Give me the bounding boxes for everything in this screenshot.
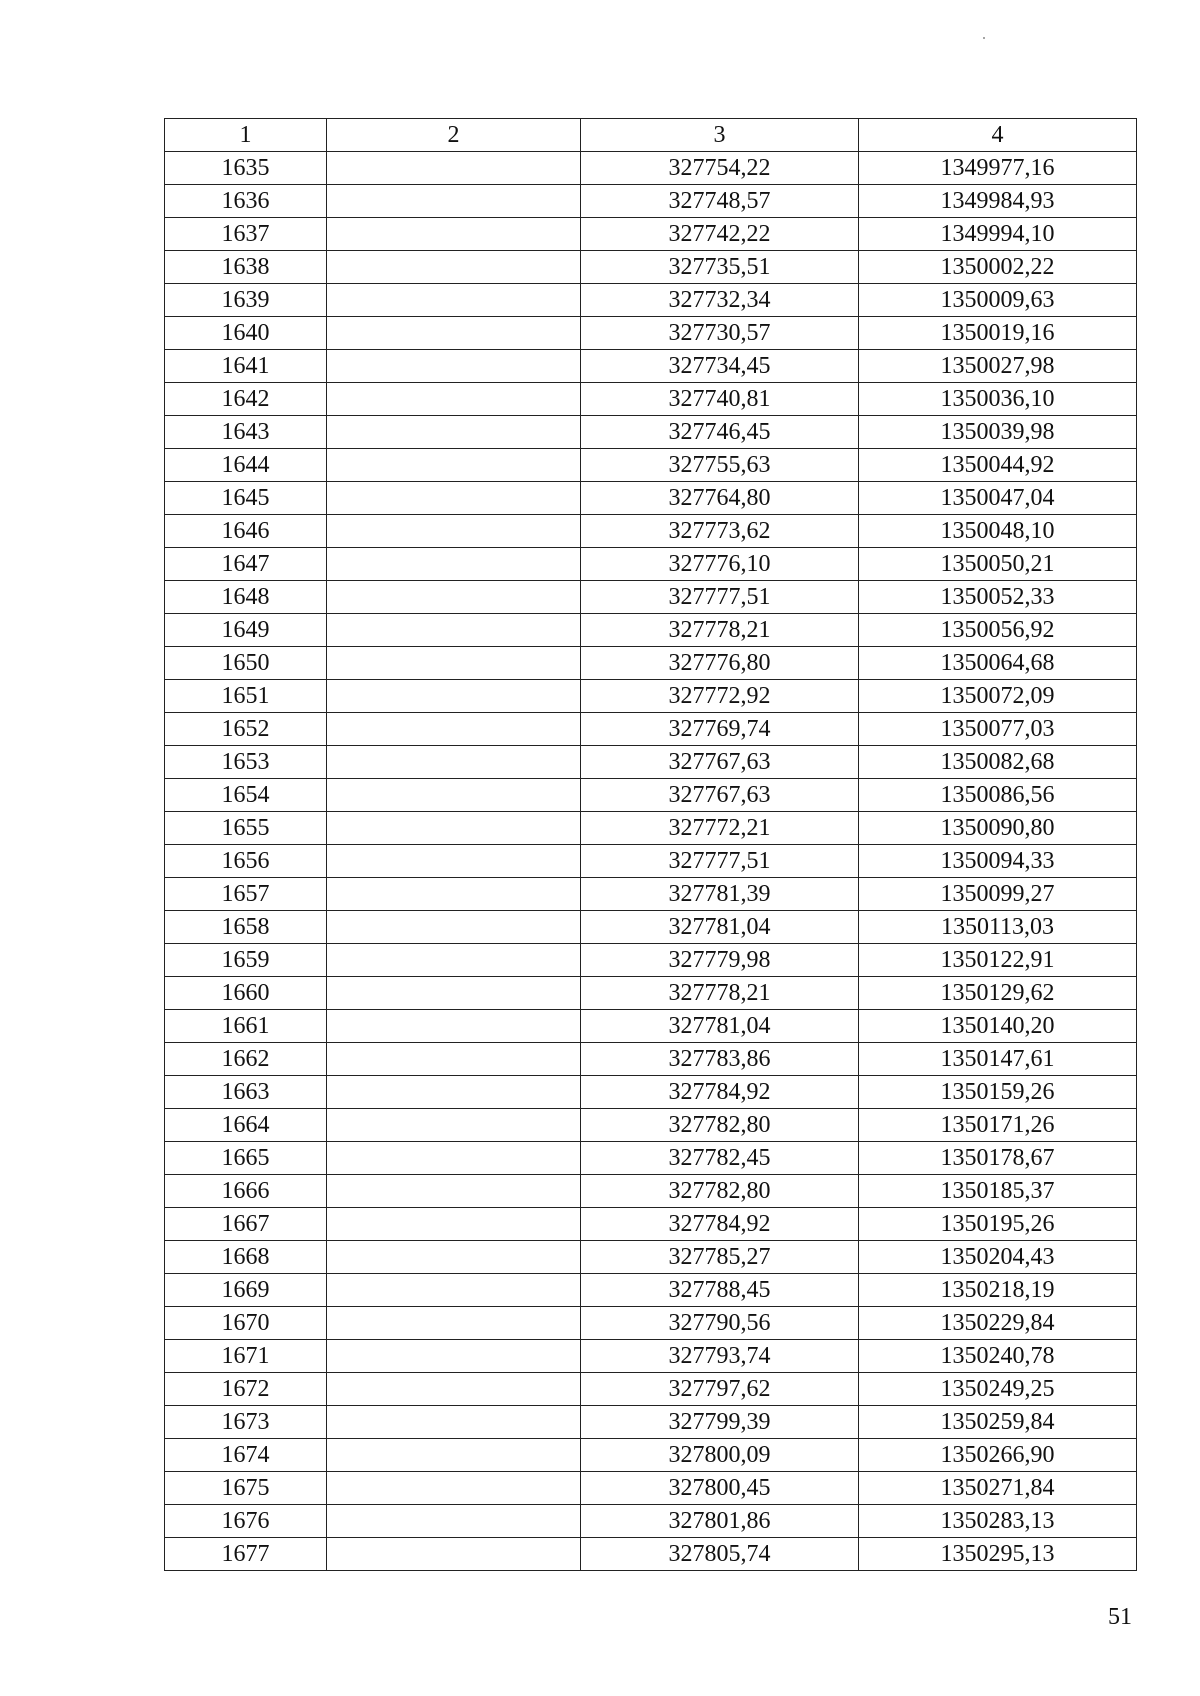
cell-x-coordinate: 327767,63 xyxy=(581,779,859,812)
cell-y-coordinate: 1350159,26 xyxy=(859,1076,1137,1109)
cell-column-2 xyxy=(327,1076,581,1109)
cell-point-number: 1654 xyxy=(165,779,327,812)
table-row xyxy=(165,152,1137,185)
cell-point-number: 1655 xyxy=(165,812,327,845)
cell-y-coordinate: 1350259,84 xyxy=(859,1406,1137,1439)
cell-y-coordinate: 1350027,98 xyxy=(859,350,1137,383)
cell-point-number: 1636 xyxy=(165,185,327,218)
table-row xyxy=(165,1208,1137,1241)
cell-y-coordinate: 1350240,78 xyxy=(859,1340,1137,1373)
cell-y-coordinate: 1350229,84 xyxy=(859,1307,1137,1340)
cell-x-coordinate: 327781,04 xyxy=(581,1010,859,1043)
cell-column-2 xyxy=(327,647,581,680)
cell-point-number: 1650 xyxy=(165,647,327,680)
table-row xyxy=(165,548,1137,581)
cell-point-number: 1648 xyxy=(165,581,327,614)
cell-point-number: 1651 xyxy=(165,680,327,713)
cell-point-number: 1641 xyxy=(165,350,327,383)
cell-y-coordinate: 1350195,26 xyxy=(859,1208,1137,1241)
cell-y-coordinate: 1350140,20 xyxy=(859,1010,1137,1043)
coordinates-table xyxy=(164,118,1137,1571)
table-row xyxy=(165,680,1137,713)
cell-y-coordinate: 1350171,26 xyxy=(859,1109,1137,1142)
cell-x-coordinate: 327782,45 xyxy=(581,1142,859,1175)
cell-point-number: 1665 xyxy=(165,1142,327,1175)
table-row xyxy=(165,350,1137,383)
cell-y-coordinate: 1350099,27 xyxy=(859,878,1137,911)
cell-column-2 xyxy=(327,383,581,416)
table-row xyxy=(165,449,1137,482)
table-row xyxy=(165,515,1137,548)
cell-point-number: 1656 xyxy=(165,845,327,878)
cell-point-number: 1652 xyxy=(165,713,327,746)
cell-x-coordinate: 327800,45 xyxy=(581,1472,859,1505)
table-row xyxy=(165,482,1137,515)
cell-y-coordinate: 1350009,63 xyxy=(859,284,1137,317)
table-row xyxy=(165,1439,1137,1472)
cell-point-number: 1670 xyxy=(165,1307,327,1340)
cell-column-2 xyxy=(327,812,581,845)
cell-column-2 xyxy=(327,680,581,713)
cell-x-coordinate: 327742,22 xyxy=(581,218,859,251)
cell-x-coordinate: 327730,57 xyxy=(581,317,859,350)
cell-y-coordinate: 1350218,19 xyxy=(859,1274,1137,1307)
cell-column-2 xyxy=(327,1175,581,1208)
table-row xyxy=(165,944,1137,977)
cell-point-number: 1639 xyxy=(165,284,327,317)
table-row xyxy=(165,1538,1137,1571)
cell-column-2 xyxy=(327,977,581,1010)
cell-x-coordinate: 327755,63 xyxy=(581,449,859,482)
cell-y-coordinate: 1350185,37 xyxy=(859,1175,1137,1208)
table-row xyxy=(165,647,1137,680)
cell-column-2 xyxy=(327,911,581,944)
cell-y-coordinate: 1349984,93 xyxy=(859,185,1137,218)
cell-column-2 xyxy=(327,1505,581,1538)
cell-y-coordinate: 1350147,61 xyxy=(859,1043,1137,1076)
cell-y-coordinate: 1350019,16 xyxy=(859,317,1137,350)
cell-x-coordinate: 327740,81 xyxy=(581,383,859,416)
cell-x-coordinate: 327773,62 xyxy=(581,515,859,548)
table-row xyxy=(165,1241,1137,1274)
table-row xyxy=(165,812,1137,845)
cell-x-coordinate: 327772,21 xyxy=(581,812,859,845)
cell-column-2 xyxy=(327,251,581,284)
cell-x-coordinate: 327746,45 xyxy=(581,416,859,449)
table-row xyxy=(165,1010,1137,1043)
table-row xyxy=(165,1340,1137,1373)
cell-point-number: 1635 xyxy=(165,152,327,185)
cell-y-coordinate: 1349977,16 xyxy=(859,152,1137,185)
cell-column-2 xyxy=(327,152,581,185)
table-body xyxy=(165,152,1137,1571)
table-row xyxy=(165,1373,1137,1406)
column-header-x-coordinate: 3 xyxy=(581,119,859,152)
table-row xyxy=(165,416,1137,449)
cell-x-coordinate: 327782,80 xyxy=(581,1175,859,1208)
cell-point-number: 1646 xyxy=(165,515,327,548)
table-row xyxy=(165,1406,1137,1439)
scan-speck xyxy=(983,37,985,39)
cell-column-2 xyxy=(327,845,581,878)
cell-column-2 xyxy=(327,1538,581,1571)
cell-point-number: 1662 xyxy=(165,1043,327,1076)
cell-y-coordinate: 1350295,13 xyxy=(859,1538,1137,1571)
cell-y-coordinate: 1350283,13 xyxy=(859,1505,1137,1538)
cell-x-coordinate: 327781,39 xyxy=(581,878,859,911)
cell-point-number: 1671 xyxy=(165,1340,327,1373)
cell-column-2 xyxy=(327,1373,581,1406)
cell-x-coordinate: 327732,34 xyxy=(581,284,859,317)
cell-x-coordinate: 327788,45 xyxy=(581,1274,859,1307)
cell-column-2 xyxy=(327,1010,581,1043)
table-row xyxy=(165,251,1137,284)
cell-x-coordinate: 327781,04 xyxy=(581,911,859,944)
cell-x-coordinate: 327793,74 xyxy=(581,1340,859,1373)
cell-y-coordinate: 1350249,25 xyxy=(859,1373,1137,1406)
page-number: 51 xyxy=(1108,1604,1132,1630)
cell-x-coordinate: 327784,92 xyxy=(581,1076,859,1109)
cell-column-2 xyxy=(327,878,581,911)
cell-column-2 xyxy=(327,1109,581,1142)
cell-column-2 xyxy=(327,350,581,383)
table-row xyxy=(165,185,1137,218)
cell-column-2 xyxy=(327,185,581,218)
cell-column-2 xyxy=(327,218,581,251)
table-row xyxy=(165,713,1137,746)
cell-column-2 xyxy=(327,1241,581,1274)
column-header-y-coordinate: 4 xyxy=(859,119,1137,152)
cell-y-coordinate: 1350077,03 xyxy=(859,713,1137,746)
cell-point-number: 1677 xyxy=(165,1538,327,1571)
table-row xyxy=(165,284,1137,317)
cell-x-coordinate: 327769,74 xyxy=(581,713,859,746)
cell-point-number: 1647 xyxy=(165,548,327,581)
cell-x-coordinate: 327776,10 xyxy=(581,548,859,581)
cell-x-coordinate: 327748,57 xyxy=(581,185,859,218)
cell-point-number: 1657 xyxy=(165,878,327,911)
table-row xyxy=(165,1043,1137,1076)
cell-y-coordinate: 1350082,68 xyxy=(859,746,1137,779)
cell-x-coordinate: 327778,21 xyxy=(581,977,859,1010)
cell-x-coordinate: 327764,80 xyxy=(581,482,859,515)
cell-x-coordinate: 327783,86 xyxy=(581,1043,859,1076)
cell-column-2 xyxy=(327,1307,581,1340)
cell-y-coordinate: 1350113,03 xyxy=(859,911,1137,944)
cell-x-coordinate: 327779,98 xyxy=(581,944,859,977)
table-row xyxy=(165,1472,1137,1505)
cell-x-coordinate: 327772,92 xyxy=(581,680,859,713)
cell-point-number: 1676 xyxy=(165,1505,327,1538)
cell-point-number: 1673 xyxy=(165,1406,327,1439)
table-row xyxy=(165,845,1137,878)
cell-y-coordinate: 1350122,91 xyxy=(859,944,1137,977)
cell-column-2 xyxy=(327,1208,581,1241)
cell-point-number: 1664 xyxy=(165,1109,327,1142)
cell-point-number: 1675 xyxy=(165,1472,327,1505)
cell-column-2 xyxy=(327,779,581,812)
table-row xyxy=(165,746,1137,779)
table-row xyxy=(165,1274,1137,1307)
cell-y-coordinate: 1350002,22 xyxy=(859,251,1137,284)
cell-column-2 xyxy=(327,746,581,779)
cell-x-coordinate: 327799,39 xyxy=(581,1406,859,1439)
cell-point-number: 1644 xyxy=(165,449,327,482)
cell-y-coordinate: 1350044,92 xyxy=(859,449,1137,482)
cell-point-number: 1660 xyxy=(165,977,327,1010)
cell-column-2 xyxy=(327,482,581,515)
cell-point-number: 1653 xyxy=(165,746,327,779)
cell-y-coordinate: 1350047,04 xyxy=(859,482,1137,515)
table-row xyxy=(165,614,1137,647)
cell-column-2 xyxy=(327,416,581,449)
cell-column-2 xyxy=(327,713,581,746)
table-row xyxy=(165,1175,1137,1208)
cell-point-number: 1666 xyxy=(165,1175,327,1208)
cell-point-number: 1658 xyxy=(165,911,327,944)
cell-point-number: 1643 xyxy=(165,416,327,449)
cell-column-2 xyxy=(327,614,581,647)
cell-column-2 xyxy=(327,317,581,350)
cell-y-coordinate: 1350266,90 xyxy=(859,1439,1137,1472)
cell-x-coordinate: 327805,74 xyxy=(581,1538,859,1571)
cell-point-number: 1668 xyxy=(165,1241,327,1274)
cell-column-2 xyxy=(327,548,581,581)
cell-x-coordinate: 327734,45 xyxy=(581,350,859,383)
cell-column-2 xyxy=(327,284,581,317)
cell-column-2 xyxy=(327,944,581,977)
cell-x-coordinate: 327790,56 xyxy=(581,1307,859,1340)
cell-column-2 xyxy=(327,1142,581,1175)
cell-column-2 xyxy=(327,515,581,548)
cell-y-coordinate: 1350090,80 xyxy=(859,812,1137,845)
cell-x-coordinate: 327782,80 xyxy=(581,1109,859,1142)
cell-point-number: 1663 xyxy=(165,1076,327,1109)
cell-point-number: 1637 xyxy=(165,218,327,251)
cell-x-coordinate: 327777,51 xyxy=(581,581,859,614)
cell-point-number: 1645 xyxy=(165,482,327,515)
cell-x-coordinate: 327754,22 xyxy=(581,152,859,185)
cell-x-coordinate: 327776,80 xyxy=(581,647,859,680)
cell-y-coordinate: 1350178,67 xyxy=(859,1142,1137,1175)
cell-y-coordinate: 1350048,10 xyxy=(859,515,1137,548)
cell-y-coordinate: 1350050,21 xyxy=(859,548,1137,581)
table-row xyxy=(165,878,1137,911)
table-row xyxy=(165,383,1137,416)
cell-point-number: 1659 xyxy=(165,944,327,977)
cell-column-2 xyxy=(327,1274,581,1307)
table-row xyxy=(165,779,1137,812)
cell-x-coordinate: 327778,21 xyxy=(581,614,859,647)
cell-column-2 xyxy=(327,1472,581,1505)
cell-point-number: 1638 xyxy=(165,251,327,284)
cell-y-coordinate: 1350039,98 xyxy=(859,416,1137,449)
cell-y-coordinate: 1350204,43 xyxy=(859,1241,1137,1274)
cell-x-coordinate: 327785,27 xyxy=(581,1241,859,1274)
cell-x-coordinate: 327800,09 xyxy=(581,1439,859,1472)
cell-y-coordinate: 1350052,33 xyxy=(859,581,1137,614)
cell-x-coordinate: 327735,51 xyxy=(581,251,859,284)
cell-column-2 xyxy=(327,581,581,614)
cell-y-coordinate: 1350072,09 xyxy=(859,680,1137,713)
cell-y-coordinate: 1350271,84 xyxy=(859,1472,1137,1505)
table-row xyxy=(165,1505,1137,1538)
cell-y-coordinate: 1350129,62 xyxy=(859,977,1137,1010)
cell-x-coordinate: 327784,92 xyxy=(581,1208,859,1241)
cell-y-coordinate: 1350064,68 xyxy=(859,647,1137,680)
table-row xyxy=(165,581,1137,614)
cell-point-number: 1672 xyxy=(165,1373,327,1406)
table-row xyxy=(165,911,1137,944)
column-header-2: 2 xyxy=(327,119,581,152)
column-header-point-number: 1 xyxy=(165,119,327,152)
cell-column-2 xyxy=(327,1340,581,1373)
table-row xyxy=(165,977,1137,1010)
table-header-row xyxy=(165,119,1137,152)
cell-x-coordinate: 327801,86 xyxy=(581,1505,859,1538)
cell-point-number: 1640 xyxy=(165,317,327,350)
cell-point-number: 1674 xyxy=(165,1439,327,1472)
table-row xyxy=(165,1109,1137,1142)
cell-x-coordinate: 327767,63 xyxy=(581,746,859,779)
cell-column-2 xyxy=(327,449,581,482)
table-row xyxy=(165,317,1137,350)
cell-column-2 xyxy=(327,1439,581,1472)
cell-point-number: 1661 xyxy=(165,1010,327,1043)
cell-column-2 xyxy=(327,1406,581,1439)
cell-point-number: 1649 xyxy=(165,614,327,647)
cell-y-coordinate: 1350056,92 xyxy=(859,614,1137,647)
table-row xyxy=(165,1307,1137,1340)
table-row xyxy=(165,1142,1137,1175)
cell-point-number: 1642 xyxy=(165,383,327,416)
table-row xyxy=(165,218,1137,251)
cell-y-coordinate: 1349994,10 xyxy=(859,218,1137,251)
cell-y-coordinate: 1350086,56 xyxy=(859,779,1137,812)
table-row xyxy=(165,1076,1137,1109)
cell-column-2 xyxy=(327,1043,581,1076)
cell-x-coordinate: 327797,62 xyxy=(581,1373,859,1406)
cell-y-coordinate: 1350036,10 xyxy=(859,383,1137,416)
cell-point-number: 1667 xyxy=(165,1208,327,1241)
cell-x-coordinate: 327777,51 xyxy=(581,845,859,878)
cell-y-coordinate: 1350094,33 xyxy=(859,845,1137,878)
cell-point-number: 1669 xyxy=(165,1274,327,1307)
